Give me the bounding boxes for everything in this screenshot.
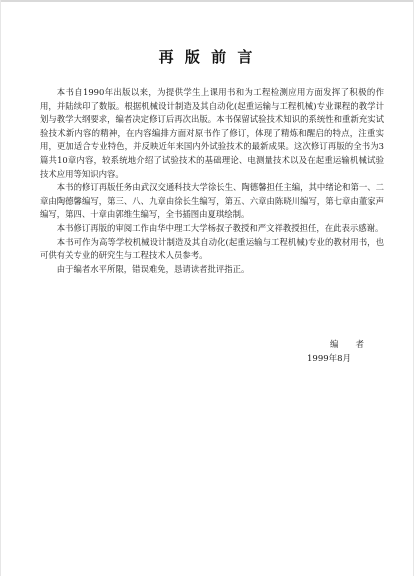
paragraph-editors: 本书的修订再版任务由武汉交通科技大学徐长生、陶德馨担任主编，其中绪论和第一、二章由陶德馨编写，第三、八、九章由徐长生编写，第五、六章由陈晓川编写，第七章由董家声编写，第四、十章由郭维生编写，全书插图由夏琪绘制。 <box>40 182 384 220</box>
paragraph-reviewers: 本书修订再版的审阅工作由华中理工大学杨叔子教授和严文祥教授担任，在此表示感谢。 <box>56 222 384 233</box>
page-left-border <box>0 0 1 576</box>
preface-body <box>40 86 384 276</box>
page-title: 再 版 前 言 <box>158 48 256 66</box>
signature-date: 1999年8月 <box>307 354 352 364</box>
paragraph-closing: 由于编者水平所限，错误难免，恳请读者批评指正。 <box>56 263 250 274</box>
paragraph-publication-history: 本书自1990年出版以来，为提供学生上课用书和为工程检测应用方面发挥了积极的作用，并陆续印了数版。根据机械设计制造及其自动化(起重运输与工程机械)专业课程的教学计划与教学大纲要求，编者决定修订后再次出版。本书保留试验技术知识的系统性和重新充实试验技术新内容的精神，在内容编排方面对原书作了修订，体现了精炼和醒启的特点，注重实用，更加适合专业特色，并反映近年来国内外试验技术的最新成果。这次修订再版的全书为3篇共10章内容，较系统地介绍了试验技术的基础理论、电测量技术以及在起重运输机械试验技术应用等知识内容。 <box>40 87 384 179</box>
page-top-border <box>0 0 414 2</box>
paragraph-audience: 本书可作为高等学校机械设计制造及其自动化(起重运输与工程机械)专业的教材用书，也可供有关专业的研究生与工程技术人员参考。 <box>40 236 384 261</box>
signature-editors: 编 者 <box>330 340 365 350</box>
